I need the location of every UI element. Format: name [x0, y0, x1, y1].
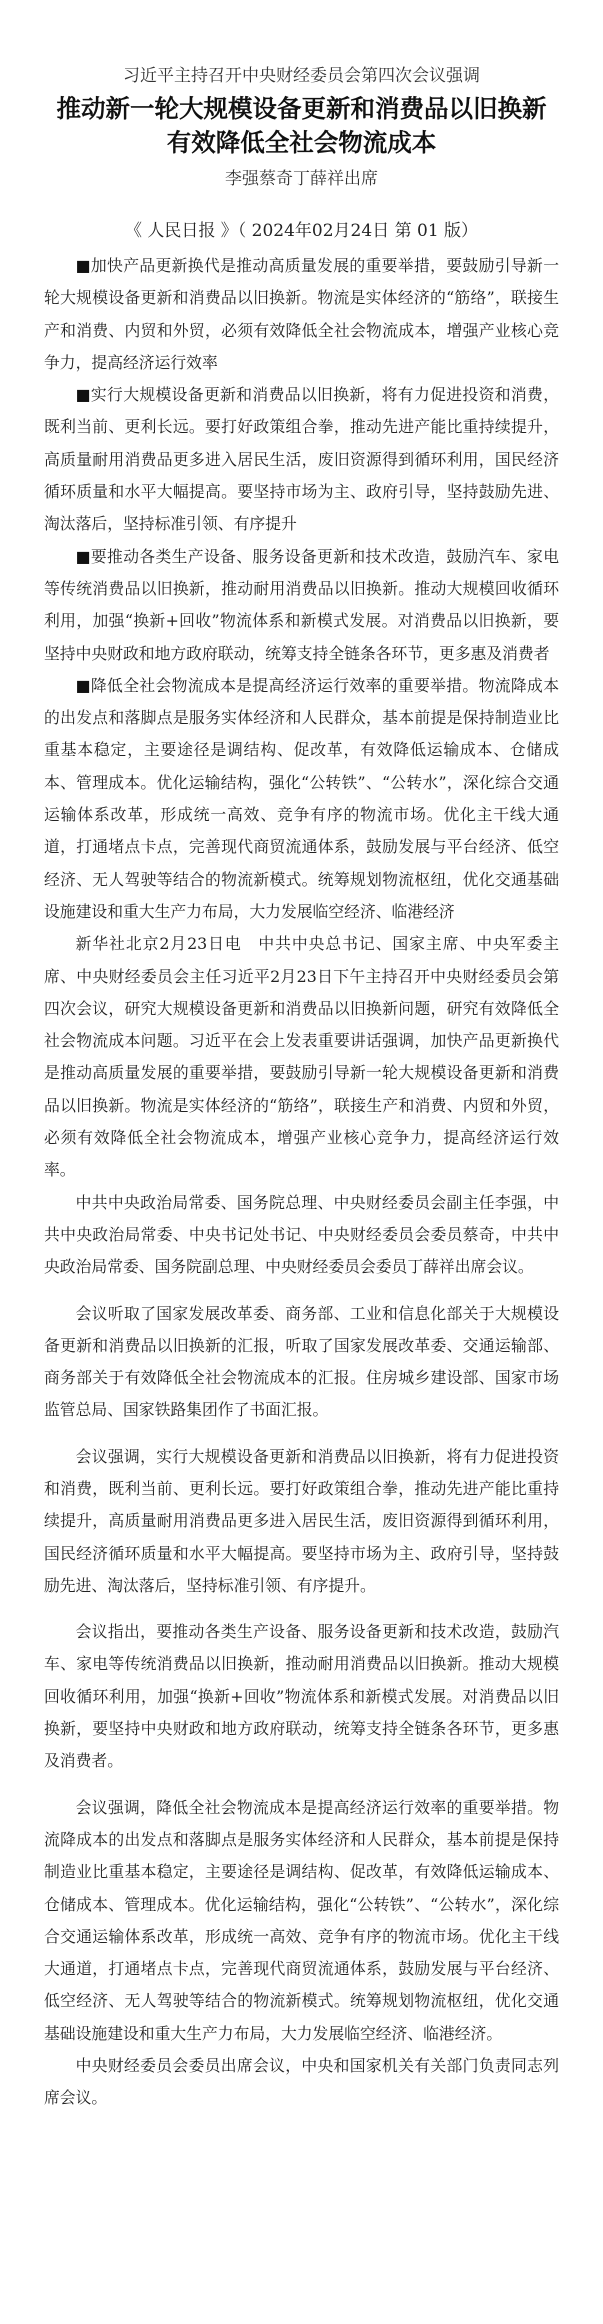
summary-text: 降低全社会物流成本是提高经济运行效率的重要举措。物流降成本的出发点和落脚点是服务实体经济和人民群众，基本前提是保持制造业比重基本稳定，主要途径是调结构、促改革，有效降低运输成本、仓储成本、管理成本。优化运输结构，强化“公转铁”、“公转水”，深化综合交通运输体系改革，形成统一高效、竞争有序的物流市场。优化主干线大通道，打通堵点卡点，完善现代商贸流通体系，鼓励发展与平台经济、低空经济、无人驾驶等结合的物流新模式。统筹规划物流枢纽，优化交通基础设施建设和重大生产力布局，大力发展临空经济、临港经济 [44, 675, 559, 921]
summary-paragraph [44, 541, 559, 670]
summary-text: 实行大规模设备更新和消费品以旧换新，将有力促进投资和消费，既利当前、更利长远。要打好政策组合拳，推动先进产能比重持续提升，高质量耐用消费品更多进入居民生活，废旧资源得到循环利用，国民经济循环质量和水平大幅提高。要坚持市场为主、政府引导，坚持鼓励先进、淘汰落后，坚持标准引领、有序提升 [44, 385, 559, 534]
article-headline [44, 92, 559, 160]
bullet-square-icon: ■ [75, 675, 91, 695]
summary-text: 要推动各类生产设备、服务设备更新和技术改造，鼓励汽车、家电等传统消费品以旧换新，推动耐用消费品以旧换新。推动大规模回收循环利用，加强“换新+回收”物流体系和新模式发展。对消费品以旧换新，要坚持中央财政和地方政府联动，统筹支持全链条各环节，更多惠及消费者 [44, 546, 559, 663]
article-subtitle: 习近平主持召开中央财经委员会第四次会议强调 [123, 66, 480, 86]
bullet-square-icon: ■ [75, 546, 91, 566]
bullet-square-icon: ■ [75, 256, 91, 275]
summary-paragraph [44, 670, 559, 928]
body-paragraph: 会议听取了国家发展改革委、商务部、工业和信息化部关于大规模设备更新和消费品以旧换新的汇报，听取了国家发展改革委、交通运输部、商务部关于有效降低全社会物流成本的汇报。住房城乡建设部、国家市场监管总局、国家铁路集团作了书面汇报。 [44, 1303, 559, 1420]
body-paragraph: 会议指出，要推动各类生产设备、服务设备更新和技术改造，鼓励汽车、家电等传统消费品以旧换新，推动耐用消费品以旧换新。推动大规模回收循环利用，加强“换新+回收”物流体系和新模式发展。对消费品以旧换新，要坚持中央财政和地方政府联动，统筹支持全链条各环节，更多惠及消费者。 [44, 1622, 559, 1771]
body-paragraph: 会议强调，实行大规模设备更新和消费品以旧换新，将有力促进投资和消费，既利当前、更利长远。要打好政策组合拳，推动先进产能比重持续提升，高质量耐用消费品更多进入居民生活，废旧资源得到循环利用，国民经济循环质量和水平大幅提高。要坚持市场为主、政府引导，坚持鼓励先进、淘汰落后，坚持标准引领、有序提升。 [44, 1446, 559, 1595]
body-paragraph: 中共中央政治局常委、国务院总理、中央财经委员会副主任李强，中共中央政治局常委、中央书记处书记、中央财经委员会委员蔡奇，中共中央政治局常委、国务院副总理、中央财经委员会委员丁薛祥出席会议。 [44, 1192, 559, 1277]
headline-line-2: 有效降低全社会物流成本 [166, 128, 437, 157]
summary-text: 加快产品更新换代是推动高质量发展的重要举措，要鼓励引导新一轮大规模设备更新和消费品以旧换新。物流是实体经济的“筋络”，联接生产和消费、内贸和外贸，必须有效降低全社会物流成本，增强产业核心竞争力，提高经济运行效率 [44, 256, 559, 372]
bullet-square-icon: ■ [75, 385, 91, 405]
summary-paragraph [44, 250, 559, 379]
body-paragraph-closing: 中央财经委员会委员出席会议，中央和国家机关有关部门负责同志列席会议。 [44, 2056, 559, 2108]
headline-line-1: 推动新一轮大规模设备更新和消费品以旧换新 [56, 94, 547, 123]
summary-paragraph [44, 379, 559, 540]
article-byline: 李强蔡奇丁薛祥出席 [225, 169, 378, 189]
article-source: 《 人民日报 》（ 2024年02月24日 第 01 版） [124, 221, 479, 241]
body-paragraph: 会议强调，降低全社会物流成本是提高经济运行效率的重要举措。物流降成本的出发点和落脚点是服务实体经济和人民群众，基本前提是保持制造业比重基本稳定，主要途径是调结构、促改革，有效降低运输成本、仓储成本、管理成本。优化运输结构，强化“公转铁”、“公转水”，深化综合交通运输体系改革，形成统一高效、竞争有序的物流市场。优化主干线大通道，打通堵点卡点，完善现代商贸流通体系，鼓励发展与平台经济、低空经济、无人驾驶等结合的物流新模式。统筹规划物流枢纽，优化交通基础设施建设和重大生产力布局，大力发展临空经济、临港经济。 [44, 1797, 559, 2043]
body-paragraph-dateline: 新华社北京2月23日电 中共中央总书记、国家主席、中央军委主席、中央财经委员会主任习近平2月23日下午主持召开中央财经委员会第四次会议，研究大规模设备更新和消费品以旧换新问题，研究有效降低全社会物流成本问题。习近平在会上发表重要讲话强调，加快产品更新换代是推动高质量发展的重要举措，要鼓励引导新一轮大规模设备更新和消费品以旧换新。物流是实体经济的“筋络”，联接生产和消费、内贸和外贸，必须有效降低全社会物流成本，增强产业核心竞争力，提高经济运行效率。 [44, 934, 559, 1180]
